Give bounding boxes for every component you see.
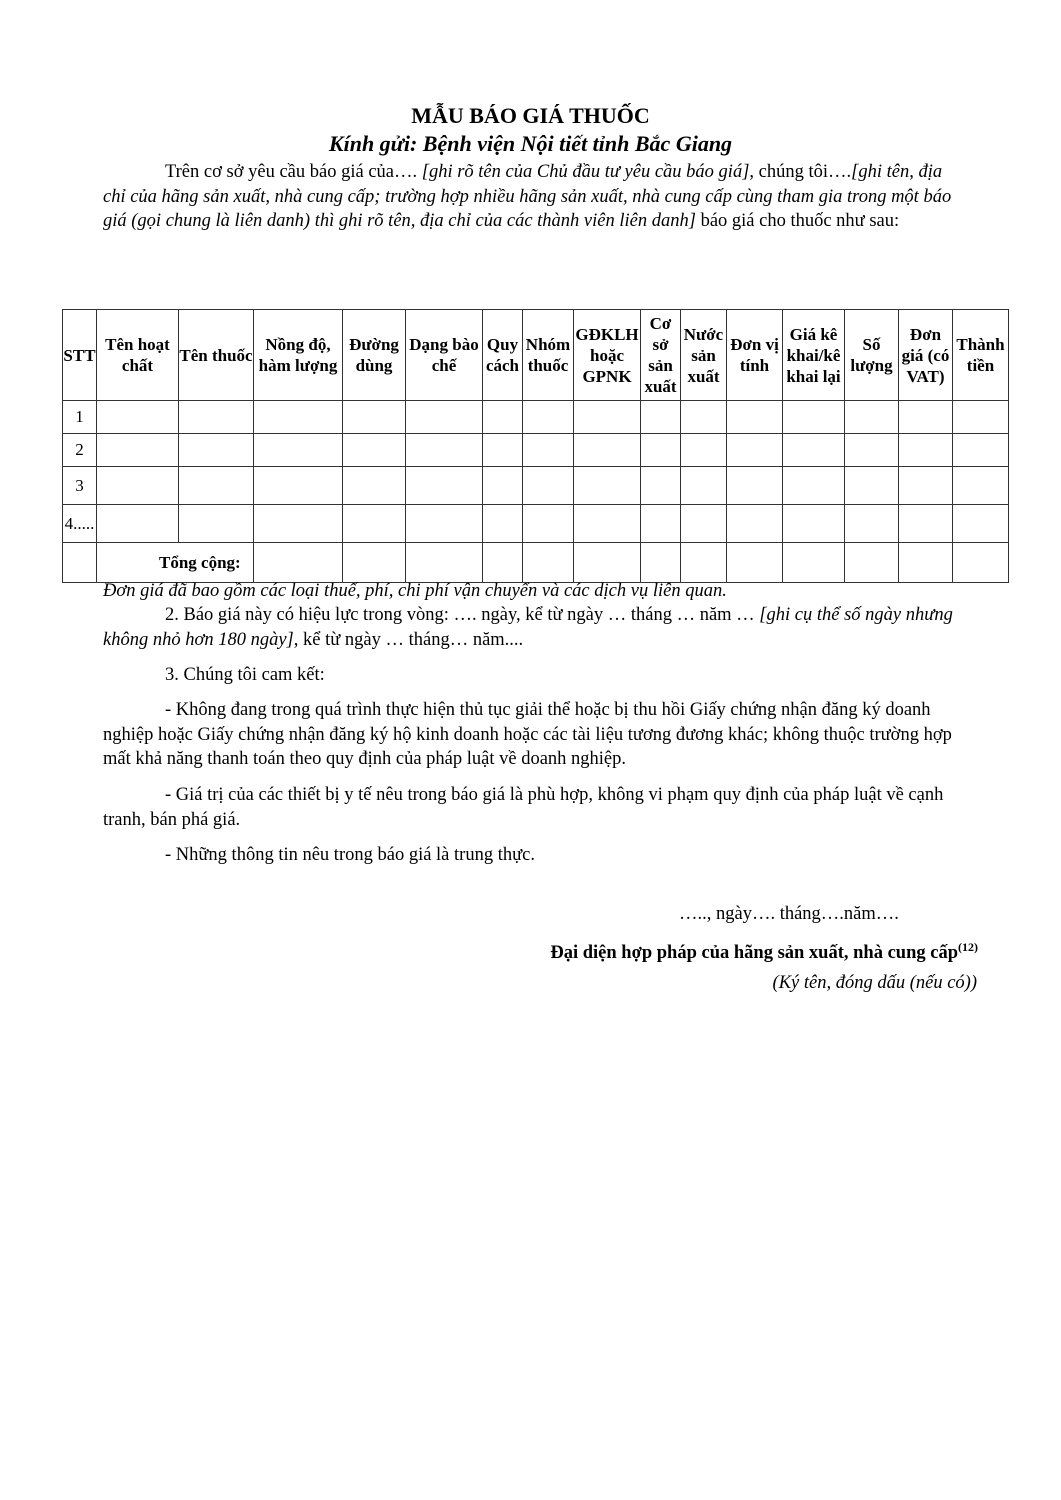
table-row <box>63 467 1009 505</box>
commitment-item: - Không đang trong quá trình thực hiện thủ tục giải thể hoặc bị thu hồi Giấy chứng nhận đăng ký doanh nghiệp hoặc Giấy chứng nhận đăng ký hộ kinh doanh hoặc các tài liệu tương đương khác; không thuộc trường hợp mất khả năng thanh toán theo quy định của pháp luật về doanh nghiệp. <box>103 700 952 769</box>
column-header: Số lượng <box>845 310 899 401</box>
total-label: Tổng cộng: <box>97 543 254 583</box>
table-row <box>63 434 1009 467</box>
total-row <box>63 543 1009 583</box>
signature-note: (Ký tên, đóng dấu (nếu có)) <box>772 973 977 993</box>
footnote-marker: (12) <box>958 940 978 954</box>
column-header: Đơn vị tính <box>727 310 783 401</box>
column-header: Nước sản xuất <box>681 310 727 401</box>
validity-text-3: , kể từ ngày … tháng… năm.... <box>293 629 524 650</box>
column-header: Quy cách <box>483 310 523 401</box>
column-header: Nồng độ, hàm lượng <box>254 310 343 401</box>
column-header: Dạng bào chế <box>406 310 483 401</box>
recipient-line: Kính gửi: Bệnh viện Nội tiết tỉnh Bắc Giang <box>328 131 733 156</box>
intro-text-5: báo giá cho thuốc như sau: <box>695 211 900 231</box>
date-line: ….., ngày…. tháng….năm…. <box>679 904 899 924</box>
row-number: 2 <box>63 434 97 467</box>
column-header: Tên hoạt chất <box>97 310 179 401</box>
row-number: 4..... <box>63 505 97 543</box>
page-title: MẪU BÁO GIÁ THUỐC <box>411 103 650 128</box>
intro-text-2: [ghi rõ tên của Chủ đầu tư yêu cầu báo giá] <box>421 162 750 182</box>
intro-text-1: Trên cơ sở yêu cầu báo giá của…. <box>165 162 422 182</box>
intro-paragraph <box>103 160 963 234</box>
commitment-item: - Giá trị của các thiết bị y tế nêu trong báo giá là phù hợp, không vi phạm quy định của pháp luật về cạnh tranh, bán phá giá. <box>103 785 944 830</box>
quote-table <box>62 309 1009 583</box>
validity-paragraph <box>103 603 965 652</box>
column-header: GĐKLH hoặc GPNK <box>574 310 641 401</box>
row-number: 3 <box>63 467 97 505</box>
column-header: Giá kê khai/kê khai lại <box>783 310 845 401</box>
validity-text-1: 2. Báo giá này có hiệu lực trong vòng: …. ngày, kể từ ngày … tháng … năm … <box>165 605 760 625</box>
table-row <box>63 401 1009 434</box>
table-header-row <box>63 310 1009 401</box>
column-header: Đường dùng <box>343 310 406 401</box>
commitment-item: - Những thông tin nêu trong báo giá là trung thực. <box>165 845 535 865</box>
row-number: 1 <box>63 401 97 434</box>
commitment-heading: 3. Chúng tôi cam kết: <box>165 665 325 685</box>
column-header: Cơ sở sản xuất <box>641 310 681 401</box>
signer-text: Đại diện hợp pháp của hãng sản xuất, nhà cung cấp <box>550 943 958 964</box>
price-note: Đơn giá đã bao gồm các loại thuế, phí, chi phí vận chuyển và các dịch vụ liên quan. <box>103 581 727 601</box>
signer-title <box>500 935 978 965</box>
column-header: Nhóm thuốc <box>523 310 574 401</box>
column-header: Thành tiền <box>953 310 1009 401</box>
column-header: Tên thuốc <box>179 310 254 401</box>
column-header: STT <box>63 310 97 401</box>
intro-text-3: , chúng tôi…. <box>749 162 852 182</box>
intro-text-4: [ghi tên, địa chỉ của hãng sản xuất, nhà cung cấp; trường hợp nhiều hãng sản xuất, nhà cung cấp cùng tham gia trong một báo giá (gọi chung là liên danh) thì ghi rõ tên, địa chỉ của các thành viên liên danh] <box>103 162 952 231</box>
table-row <box>63 505 1009 543</box>
validity-text-2: [ghi cụ thể số ngày nhưng không nhỏ hơn 180 ngày] <box>103 605 953 650</box>
column-header: Đơn giá (có VAT) <box>899 310 953 401</box>
